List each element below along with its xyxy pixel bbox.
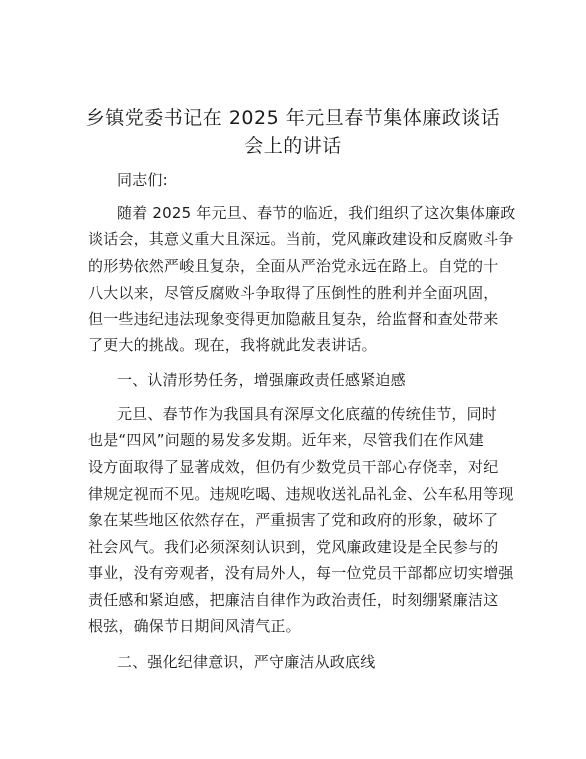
paragraph-2-line: 元旦、春节作为我国具有深厚文化底蕴的传统佳节，同时 [117, 405, 498, 423]
paragraph-1-line: 的形势依然严峻且复杂，全面从严治党永远在路上。自党的十 [88, 257, 499, 275]
salutation: 同志们: [117, 171, 168, 189]
paragraph-2-line: 社会风气。我们必须深刻认识到，党风廉政建设是全民参与的 [88, 538, 499, 556]
paragraph-2-line: 设方面取得了显著成效，但仍有少数党员干部心存侥幸，对纪 [88, 458, 499, 476]
section-heading-2: 二、强化纪律意识，严守廉洁从政底线 [117, 653, 376, 671]
paragraph-2-line: 根弦，确保节日期间风清气正。 [88, 617, 301, 635]
paragraph-2-line: 也是“四风”问题的易发多发期。近年来，尽管我们在作风建 [88, 431, 484, 449]
section-heading-1: 一、认清形势任务，增强廉政责任感紧迫感 [117, 371, 406, 389]
paragraph-2-line: 事业，没有旁观者，没有局外人，每一位党员干部都应切实增强 [88, 564, 514, 582]
document-title-line-2: 会上的讲话 [244, 135, 342, 157]
paragraph-2-line: 律规定视而不见。违规吃喝、违规收送礼品礼金、公车私用等现 [88, 485, 514, 503]
paragraph-1-line: 但一些违纪违法现象变得更加隐蔽且复杂，给监督和查处带来 [88, 310, 499, 328]
paragraph-1-line: 了更大的挑战。现在，我将就此发表讲话。 [88, 336, 377, 354]
paragraph-1-line: 谈话会，其意义重大且深远。当前，党风廉政建设和反腐败斗争 [88, 230, 514, 248]
paragraph-1-line: 八大以来，尽管反腐败斗争取得了压倒性的胜利并全面巩固， [88, 284, 499, 302]
paragraph-2-line: 象在某些地区依然存在，严重损害了党和政府的形象，破坏了 [88, 511, 499, 529]
paragraph-2-line: 责任感和紧迫感，把廉洁自律作为政治责任，时刻绷紧廉洁这 [88, 591, 499, 609]
document-title-line-1: 乡镇党委书记在 2025 年元旦春节集体廉政谈话 [85, 107, 501, 129]
paragraph-1-line: 随着 2025 年元旦、春节的临近，我们组织了这次集体廉政 [117, 204, 516, 222]
